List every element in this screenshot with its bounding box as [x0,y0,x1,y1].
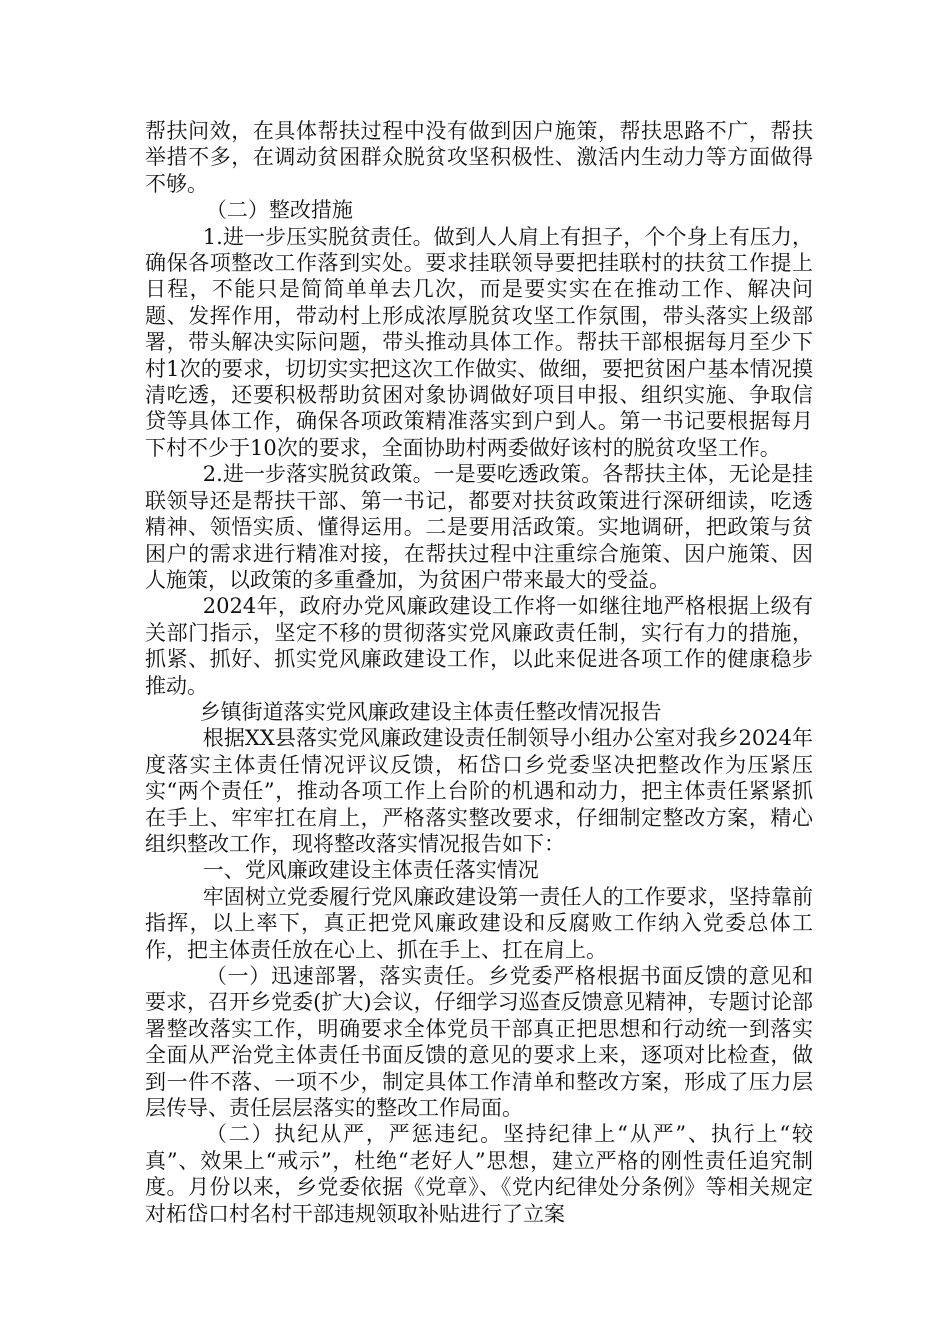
paragraph-2024-plan: 2024年，政府办党风廉政建设工作将一如继往地严格根据上级有关部门指示，坚定不移的贯彻落实党风廉政责任制，实行有力的措施，抓紧、抓好、抓实党风廉政建设工作，以此来促进各项工作的健康稳步推动。 [145,594,813,698]
report-title: 乡镇街道落实党风廉政建设主体责任整改情况报告 [199,699,662,724]
paragraph-measure-1: 1.进一步压实脱贫责任。做到人人肩上有担子，个个身上有压力，确保各项整改工作落到实处。要求挂联领导要把挂联村的扶贫工作提上日程，不能只是简简单单去几次，而是要实实在在推动工作、解决问题、发挥作用，带动村上形成浓厚脱贫攻坚工作氛围，带头落实上级部署，带头解决实际问题，带头推动具体工作。帮扶干部根据每月至少下村1次的要求，切切实实把这次工作做实、做细，要把贫困户基本情况摸清吃透，还要积极帮助贫困对象协调做好项目申报、组织实施、争取信贷等具体工作，确保各项政策精准落实到户到人。第一书记要根据每月下村不少于10次的要求，全面协助村两委做好该村的脱贫攻坚工作。 [145,224,813,460]
paragraph-responsibility: 牢固树立党委履行党风廉政建设第一责任人的工作要求，坚持靠前指挥，以上率下，真正把党风廉政建设和反腐败工作纳入党委总体工作，把主体责任放在心上、抓在手上、扛在肩上。 [145,884,813,962]
paragraph-discipline: （二）执纪从严，严惩违纪。坚持纪律上“从严”、执行上“较真”、效果上“戒示”，杜绝“老好人”思想，建立严格的刚性责任追究制度。月份以来，乡党委依据《党章》、《党内纪律处分条例》等相关规定对柘岱口村名村干部违规领取补贴进行了立案 [145,1122,813,1226]
section-heading-rectification-measures: （二）整改措施 [205,198,353,223]
paragraph-report-intro: 根据XX县落实党风廉政建设责任制领导小组办公室对我乡2024年度落实主体责任情况评议反馈，柘岱口乡党委坚决把整改作为压紧压实“两个责任”，推动各项工作上台阶的机遇和动力，把主体责任紧紧抓在手上、牢牢扛在肩上，严格落实整改要求，仔细制定整改方案，精心组织整改工作，现将整改落实情况报告如下： [145,726,813,856]
document-page [145,118,813,1227]
paragraph-continuation: 帮扶问效，在具体帮扶过程中没有做到因户施策，帮扶思路不广，帮扶举措不多，在调动贫困群众脱贫攻坚积极性、激活内生动力等方面做得不够。 [145,119,813,196]
section-heading-implementation: 一、党风廉政建设主体责任落实情况 [202,858,539,883]
paragraph-deployment: （一）迅速部署，落实责任。乡党委严格根据书面反馈的意见和要求，召开乡党委(扩大)会议，仔细学习巡查反馈意见精神，专题讨论部署整改落实工作，明确要求全体党员干部真正把思想和行动统一到落实全面从严治党主体责任书面反馈的意见的要求上来，逐项对比检查，做到一件不落、一项不少，制定具体工作清单和整改方案，形成了压力层层传导、责任层层落实的整改工作局面。 [145,964,813,1121]
paragraph-measure-2: 2.进一步落实脱贫政策。一是要吃透政策。各帮扶主体，无论是挂联领导还是帮扶干部、第一书记，都要对扶贫政策进行深研细读，吃透精神、领悟实质、懂得运用。二是要用活政策。实地调研，把政策与贫困户的需求进行精准对接，在帮扶过程中注重综合施策、因户施策、因人施策，以政策的多重叠加，为贫困户带来最大的受益。 [145,462,813,592]
